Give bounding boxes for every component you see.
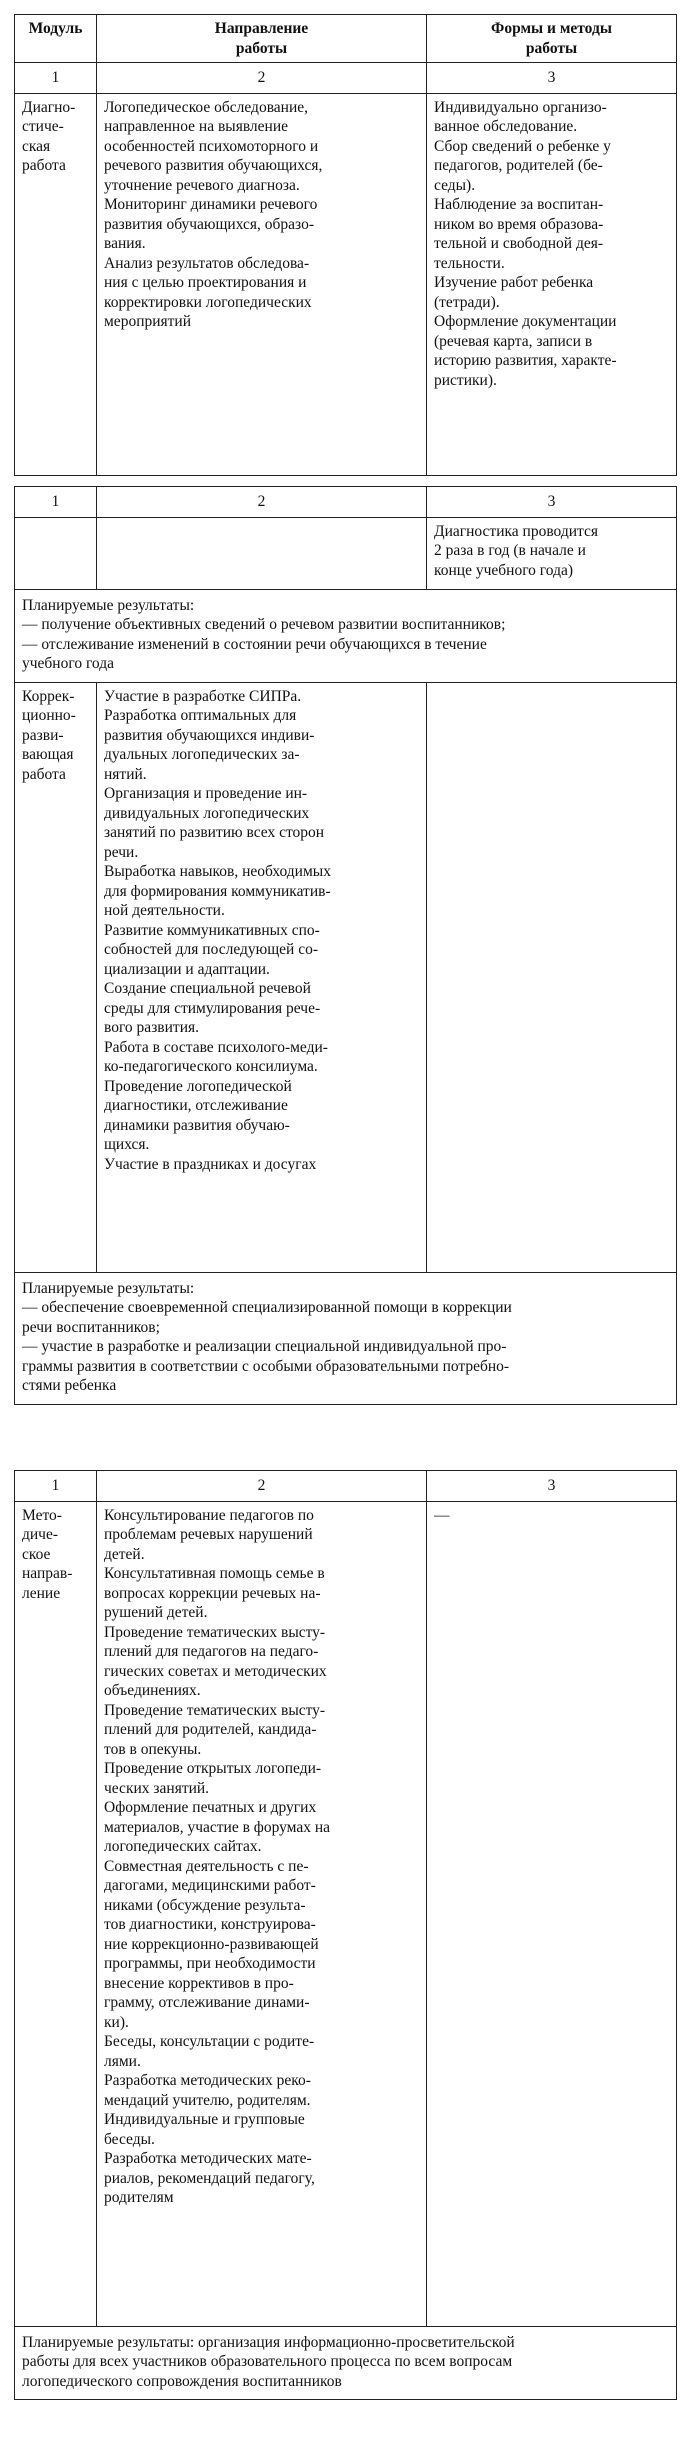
planned-results-methodical: Планируемые результаты: организация информационно-просветительской работы для всех участников образовательного процесса по всем вопросам логопедического сопровождения воспитанников [15, 2326, 677, 2400]
module-cell: Мето- диче- ское направ- ление [15, 1501, 97, 2326]
forms-cell [427, 682, 677, 1272]
module-cell [15, 517, 97, 589]
column-number-1: 1 [15, 63, 97, 94]
forms-cell: Индивидуально организо- ванное обследование. Сбор сведений о ребенке у педагогов, родителей (бе- седы). Наблюдение за воспитан- ником во время образова- тельной и свободной дея- тельности. Изучение работ ребенка (тетради). Оформление документации (речевая карта, записи в историю развития, характе- ристики). [427, 93, 677, 475]
work-modules-table-part3 [14, 1470, 677, 2400]
planned-results-row [15, 1272, 677, 1404]
table-row-diagnostic [15, 93, 677, 475]
planned-results-correction: Планируемые результаты: — обеспечение своевременной специализированной помощи в коррекции речи воспитанников; — участие в разработке и реализации специальной индивидуальной про- граммы развития в соответствии с особыми образовательными потребно- стями ребенка [15, 1272, 677, 1404]
table-row-diagnostic-continued [15, 517, 677, 589]
column-number-3: 3 [427, 63, 677, 94]
column-number-2: 2 [97, 1471, 427, 1502]
column-number-2: 2 [97, 63, 427, 94]
direction-cell: Консультирование педагогов по проблемам речевых нарушений детей. Консультативная помощь семье в вопросах коррекции речевых на- рушений детей. Проведение тематических высту- плений для педагогов на педаго- гических советах и методических объединениях. Проведение тематических высту- плений для родителей, кандида- тов в опекуны. Проведение открытых логопеди- ческих занятий. Оформление печатных и других материалов, участие в форумах на логопедических сайтах. Совместная деятельность с пе- дагогами, медицинскими работ- никами (обсуждение результа- тов диагностики, конструирова- ние коррекционно-развивающей программы, при необходимости внесение коррективов в про- грамму, отслеживание динами- ки). Беседы, консультации с родите- лями. Разработка методических реко- мендаций учителю, родителям. Индивидуальные и групповые беседы. Разработка методических мате- риалов, рекомендаций педагогу, родителям [97, 1501, 427, 2326]
forms-cell: — [427, 1501, 677, 2326]
header-direction: Направление работы [97, 15, 427, 63]
column-number-3: 3 [427, 1471, 677, 1502]
column-number-1: 1 [15, 1471, 97, 1502]
direction-cell: Логопедическое обследование, направленное на выявление особенностей психомоторного и речевого развития обучающихся, уточнение речевого диагноза. Мониторинг динамики речевого развития обучающихся, образо- вания. Анализ результатов обследова- ния с целью проектирования и корректировки логопедических мероприятий [97, 93, 427, 475]
direction-cell: Участие в разработке СИПРа. Разработка оптимальных для развития обучающихся индиви- дуальных логопедических за- нятий. Организация и проведение ин- дивидуальных логопедических занятий по развитию всех сторон речи. Выработка навыков, необходимых для формирования коммуникатив- ной деятельности. Развитие коммуникативных спо- собностей для последующей со- циализации и адаптации. Создание специальной речевой среды для стимулирования рече- вого развития. Работа в составе психолого-меди- ко-педагогического консилиума. Проведение логопедической диагностики, отслеживание динамики развития обучаю- щихся. Участие в праздниках и досугах [97, 682, 427, 1272]
module-cell: Диагно- стиче- ская работа [15, 93, 97, 475]
column-number-row [15, 1471, 677, 1502]
work-modules-table-part1 [14, 14, 677, 476]
work-modules-table-part2 [14, 486, 677, 1405]
planned-results-row [15, 2326, 677, 2400]
column-number-row [15, 487, 677, 518]
table-row-methodical [15, 1501, 677, 2326]
direction-cell [97, 517, 427, 589]
header-forms: Формы и методы работы [427, 15, 677, 63]
planned-results-diagnostic: Планируемые результаты: — получение объективных сведений о речевом развитии воспитанников; — отслеживание изменений в состоянии речи обучающихся в течение учебного года [15, 589, 677, 682]
module-cell: Коррек- ционно- разви- вающая работа [15, 682, 97, 1272]
column-number-3: 3 [427, 487, 677, 518]
column-number-1: 1 [15, 487, 97, 518]
table-row-correction [15, 682, 677, 1272]
column-number-row [15, 63, 677, 94]
column-number-2: 2 [97, 487, 427, 518]
forms-cell: Диагностика проводится 2 раза в год (в начале и конце учебного года) [427, 517, 677, 589]
planned-results-row [15, 589, 677, 682]
header-row [15, 15, 677, 63]
header-module: Модуль [15, 15, 97, 63]
